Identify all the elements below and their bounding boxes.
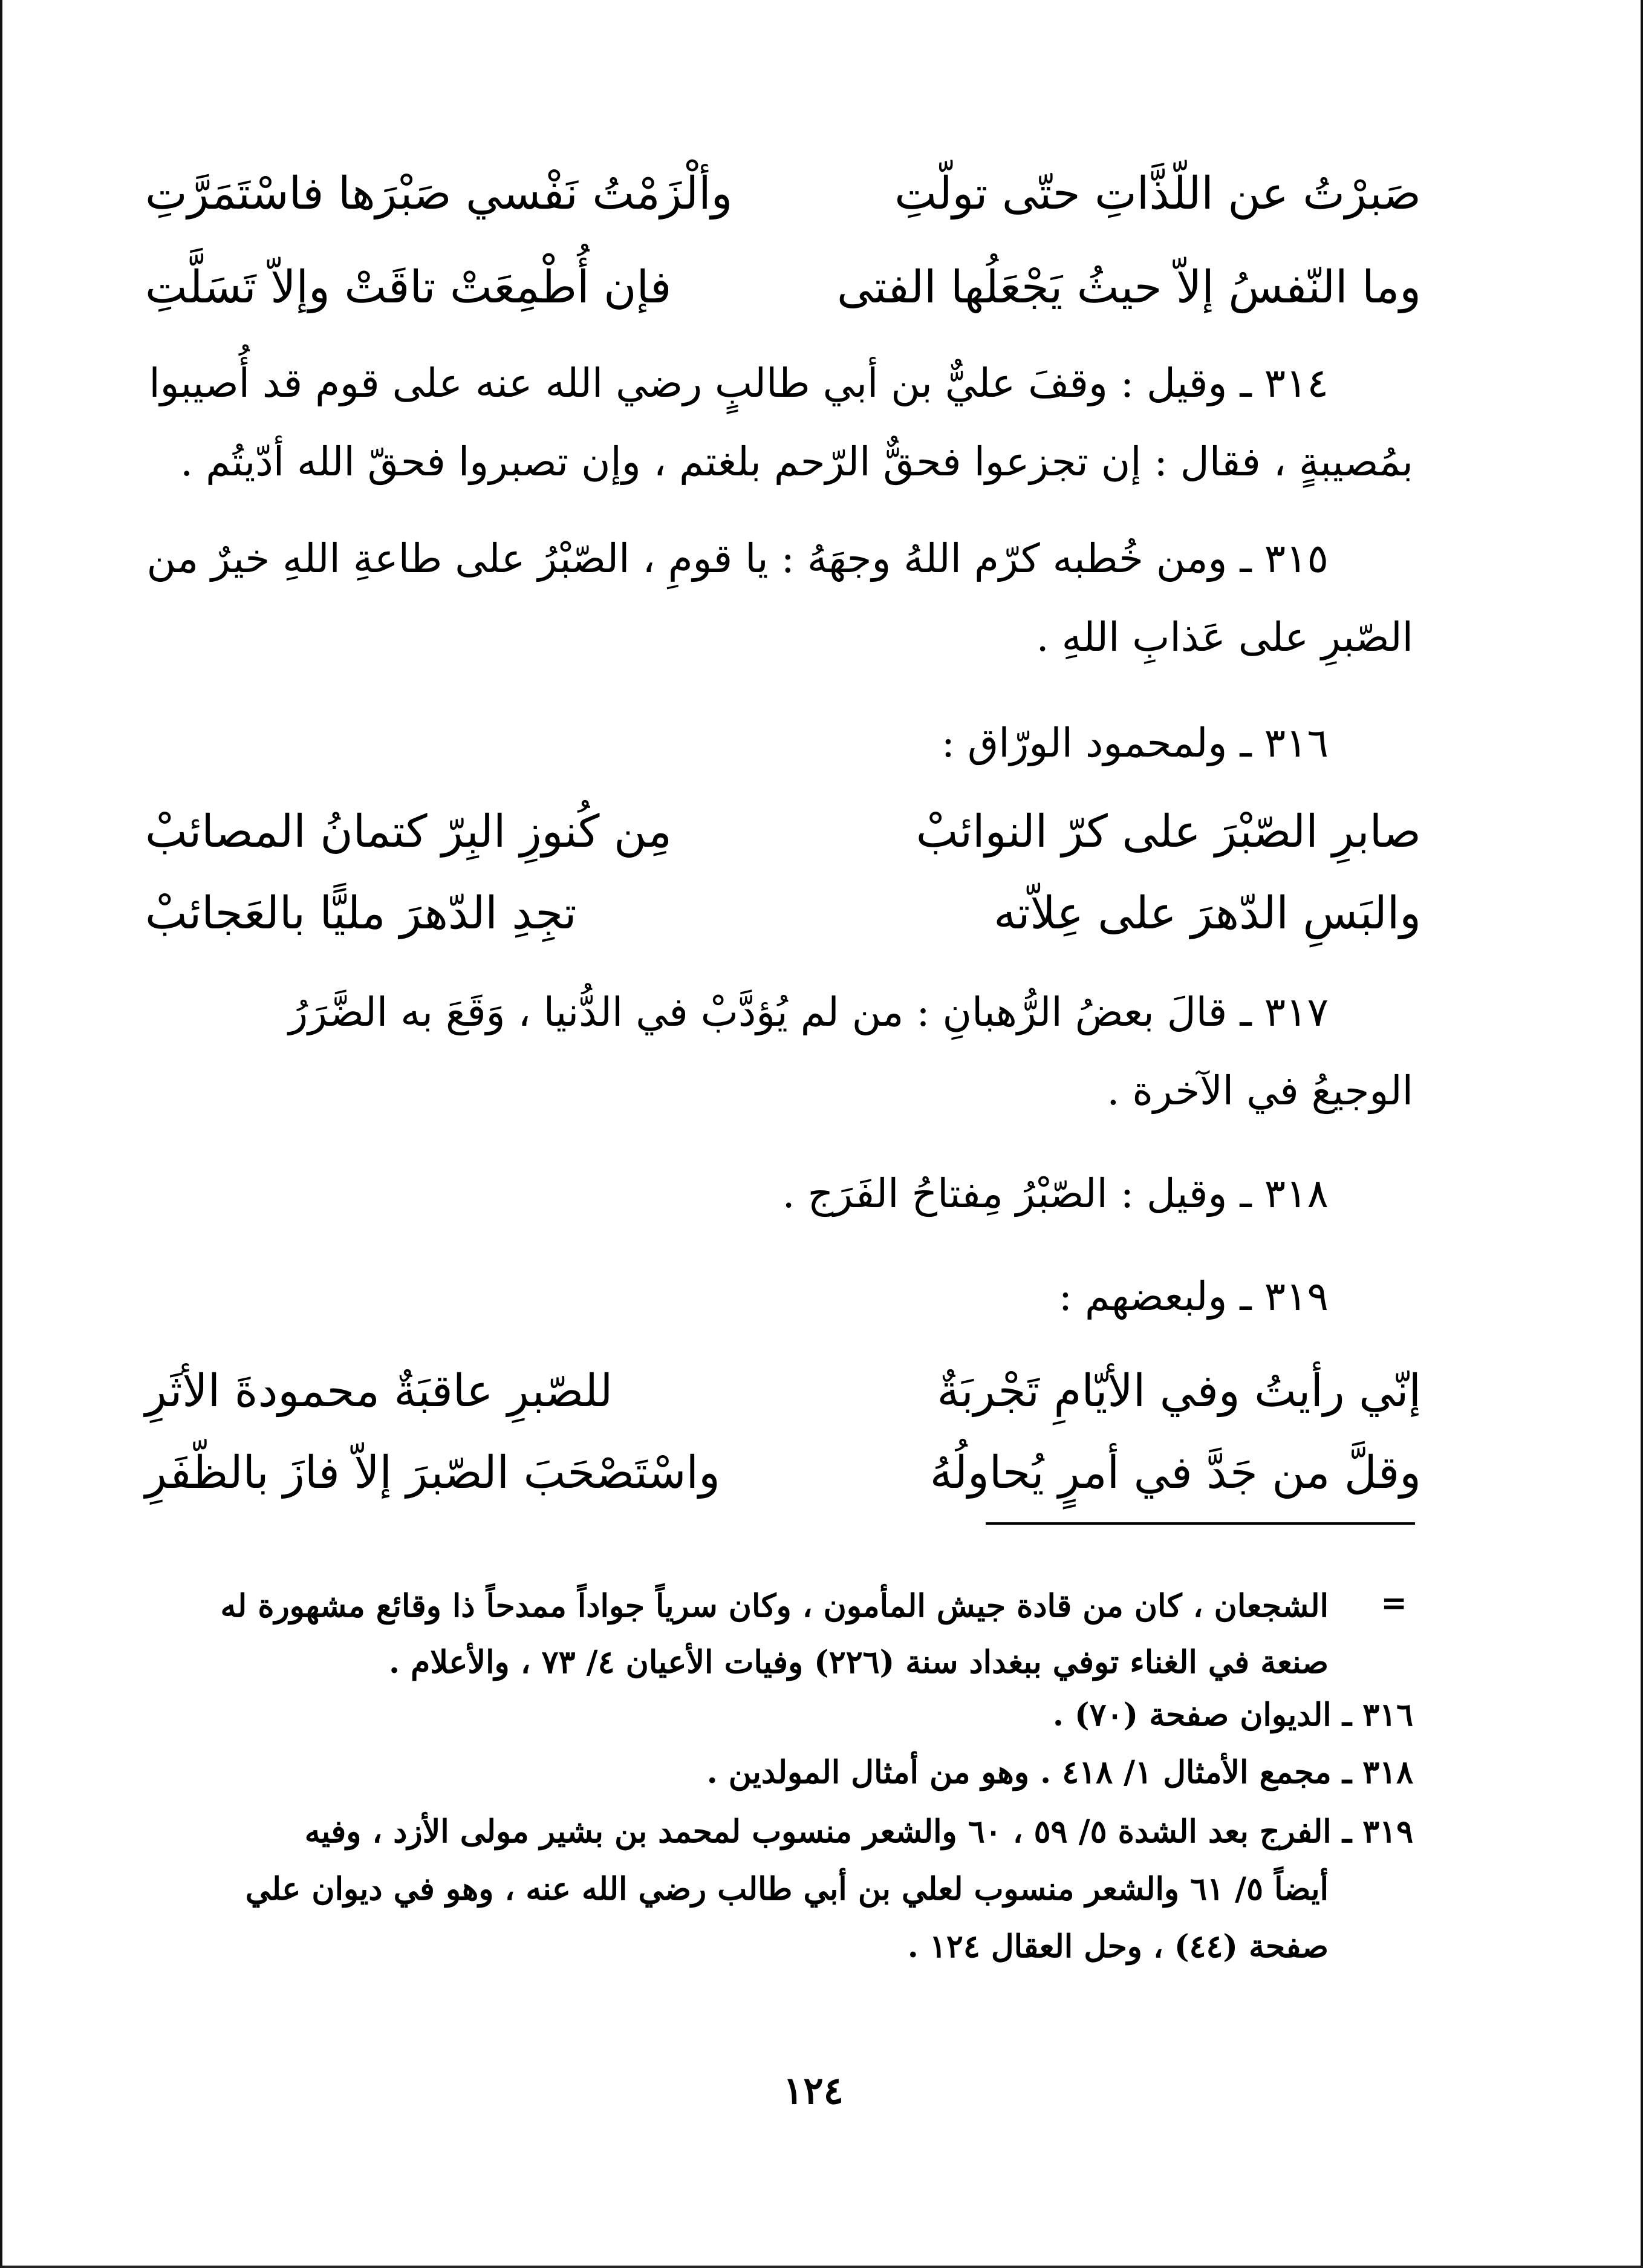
paragraph-314-line1: ٣١٤ ـ وقيل : وقفَ عليٌّ بن أبي طالبٍ رضي الله عنه على قوم قد أُصيبوا bbox=[149, 360, 1329, 406]
hemistich-first: وقلَّ من جَدَّ في أمرٍ يُحاولُهُ bbox=[929, 1447, 1421, 1499]
paragraph-318: ٣١٨ ـ وقيل : الصّبْرُ مِفتاحُ الفَرَج . bbox=[782, 1170, 1329, 1217]
paragraph-314-line2: بمُصيبةٍ ، فقال : إن تجزعوا فحقٌّ الرّحم بلغتم ، وإن تصبروا فحقّ الله أدّيتُم . bbox=[180, 438, 1413, 485]
bottom-page-edge bbox=[0, 2266, 1643, 2268]
hemistich-second: وألْزَمْتُ نَفْسي صَبْرَها فاسْتَمَرَّتِ bbox=[145, 168, 733, 220]
footnote-continuation-line2: صنعة في الغناء توفي ببغداد سنة (٢٢٦) وفيات الأعيان ٤/ ٧٣ ، والأعلام . bbox=[388, 1644, 1329, 1681]
footnote-separator bbox=[986, 1522, 1415, 1525]
hemistich-first: صَبرْتُ عن اللّذَّاتِ حتّى تولّتِ bbox=[894, 168, 1421, 220]
paragraph-315-line2: الصّبرِ على عَذابِ اللهِ . bbox=[1036, 614, 1413, 660]
verse-line bbox=[145, 1433, 1421, 1512]
verse-line bbox=[145, 1352, 1421, 1430]
hemistich-second: مِن كُنوزِ البِرّ كتمانُ المصائبْ bbox=[145, 806, 672, 858]
verse-line bbox=[145, 154, 1421, 233]
paragraph-315-line1: ٣١٥ ـ ومن خُطبه كرّم اللهُ وجهَهُ : يا قومِ ، الصّبْرُ على طاعةِ اللهِ خيرٌ من bbox=[146, 535, 1329, 582]
verse-line bbox=[145, 248, 1421, 327]
verse-line bbox=[145, 874, 1421, 953]
verse-line bbox=[145, 792, 1421, 871]
footnote-318: ٣١٨ ـ مجمع الأمثال ١/ ٤١٨ . وهو من أمثال المولدين . bbox=[706, 1754, 1413, 1791]
heading-316: ٣١٦ ـ ولمحمود الورّاق : bbox=[941, 720, 1329, 766]
hemistich-first: وما النّفسُ إلاّ حيثُ يَجْعَلُها الفتى bbox=[836, 261, 1421, 313]
hemistich-first: والبَسِ الدّهرَ على عِلاّته bbox=[994, 887, 1421, 939]
hemistich-first: إنّي رأيتُ وفي الأيّامِ تَجْربَةٌ bbox=[937, 1365, 1421, 1417]
footnote-316: ٣١٦ ـ الديوان صفحة (٧٠) . bbox=[1052, 1696, 1413, 1733]
heading-319: ٣١٩ ـ ولبعضهم : bbox=[1058, 1273, 1329, 1320]
hemistich-second: تجِدِ الدّهرَ مليًّا بالعَجائبْ bbox=[145, 887, 577, 939]
left-page-edge bbox=[0, 0, 2, 2268]
footnote-319-line2: أيضاً ٥/ ٦١ والشعر منسوب لعلي بن أبي طالب رضي الله عنه ، وهو في ديوان علي bbox=[245, 1871, 1329, 1908]
hemistich-second: واسْتَصْحَبَ الصّبرَ إلاّ فازَ بالظّفَرِ bbox=[145, 1447, 720, 1499]
footnote-319-line1: ٣١٩ ـ الفرج بعد الشدة ٥/ ٥٩ ، ٦٠ والشعر منسوب لمحمد بن بشير مولى الأزد ، وفيه bbox=[304, 1813, 1413, 1850]
footnote-continuation-marker: = bbox=[1381, 1585, 1407, 1621]
footnote-continuation-line1: الشجعان ، كان من قادة جيش المأمون ، وكان سرياً جواداً ممدحاً ذا وقائع مشهورة له bbox=[220, 1588, 1329, 1624]
page-number: ١٢٤ bbox=[783, 2068, 844, 2113]
paragraph-317-line2: الوجيعُ في الآخرة . bbox=[1107, 1067, 1413, 1114]
hemistich-first: صابرِ الصّبْرَ على كرّ النوائبْ bbox=[916, 806, 1421, 858]
hemistich-second: للصّبرِ عاقبَةٌ محمودةَ الأثَرِ bbox=[145, 1365, 613, 1417]
hemistich-second: فإن أُطْمِعَتْ تاقَتْ وإلاّ تَسَلَّتِ bbox=[145, 261, 672, 313]
right-page-edge bbox=[1641, 0, 1643, 2268]
footnote-319-line3: صفحة (٤٤) ، وحل العقال ١٢٤ . bbox=[907, 1928, 1329, 1965]
paragraph-317-line1: ٣١٧ ـ قالَ بعضُ الرُّهبانِ : من لم يُؤدَّبْ في الدُّنيا ، وَقَعَ به الضَّرَرُ bbox=[288, 989, 1329, 1035]
